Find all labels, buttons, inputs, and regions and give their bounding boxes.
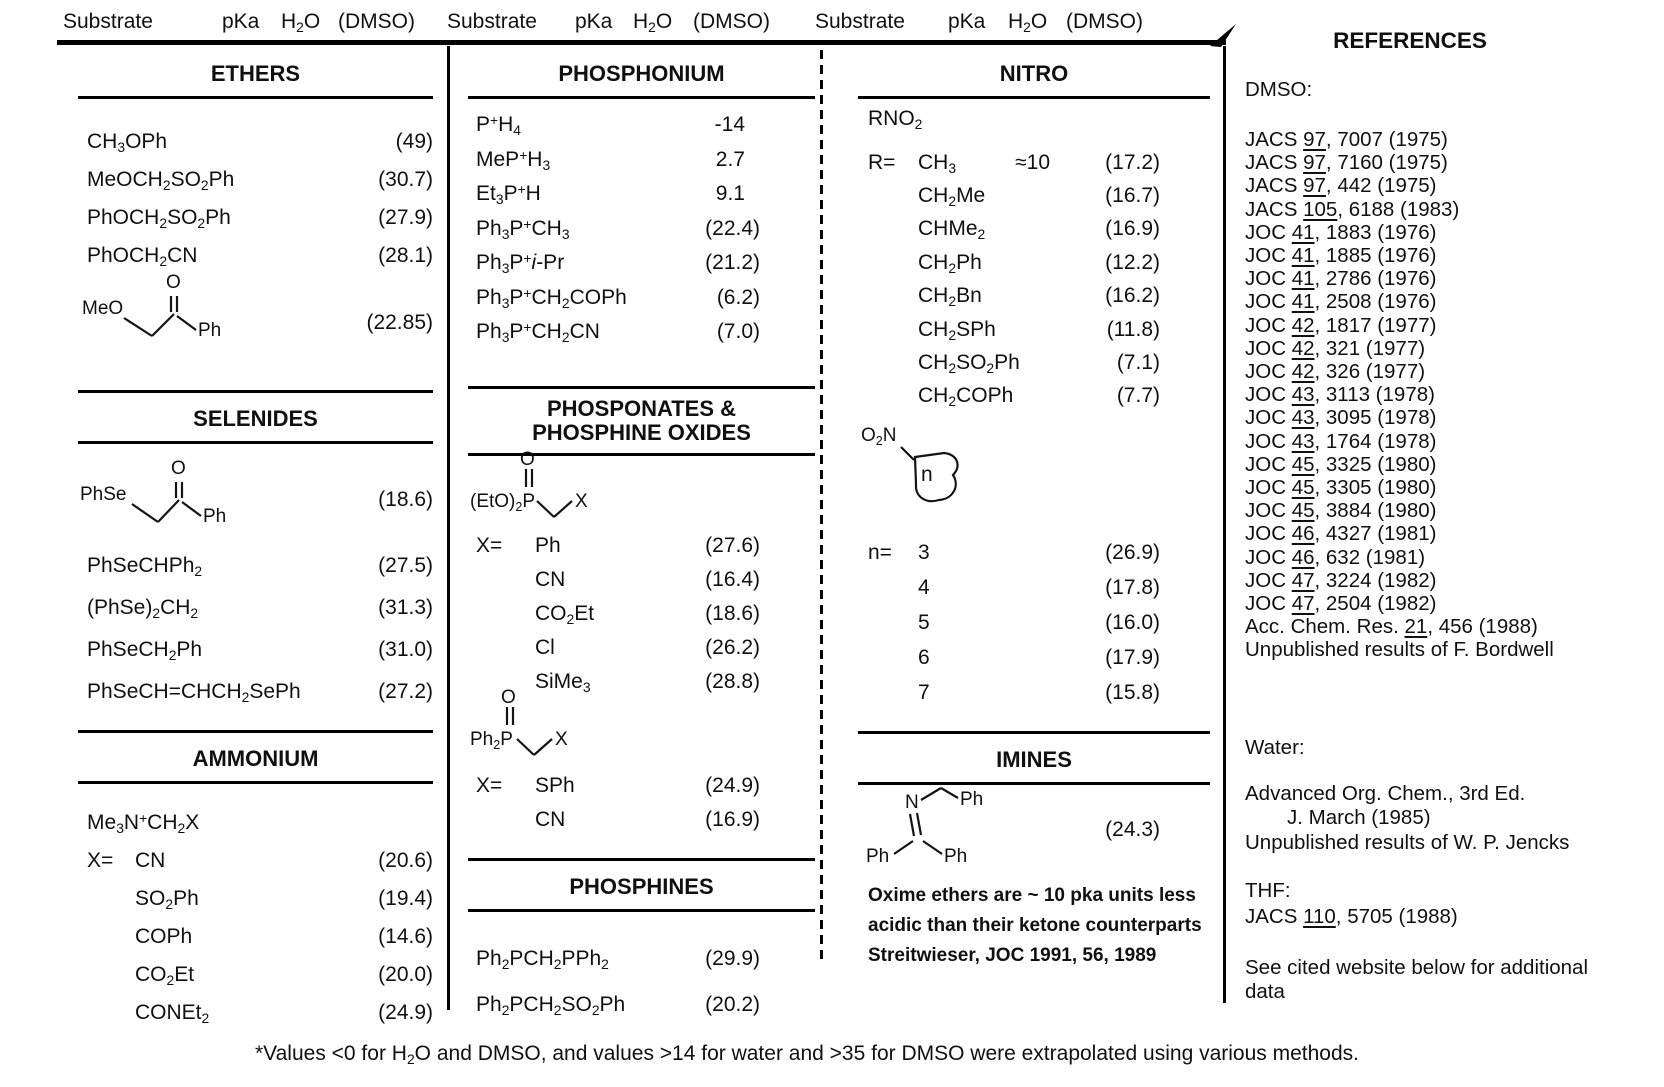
table-row (468, 143, 815, 178)
section-selenides (78, 390, 433, 713)
header-substrate: Substrate (447, 10, 537, 33)
substrate-name: Cl (535, 636, 555, 659)
table-row (468, 563, 815, 597)
atom-label: O (501, 687, 516, 708)
table-row (468, 212, 815, 247)
reference-item: JOC 45, 3305 (1980) (1245, 476, 1437, 500)
structure-nitrocycloalkane (855, 423, 985, 515)
header-h2o: $H_2O$ (633, 10, 673, 35)
reference-item: Advanced Org. Chem., 3rd Ed. (1245, 781, 1526, 805)
substrate-name: $CH_2Ph$ (918, 250, 982, 276)
substrate-name: SPh (535, 774, 575, 797)
substrate-name: $CH_2SO_2Ph$ (918, 351, 1020, 376)
header-dmso: (DMSO) (338, 10, 415, 33)
pka-dmso-value: (26.9) (1105, 540, 1160, 564)
section-title: ETHERS (78, 48, 433, 99)
section-title: SELENIDES (78, 393, 433, 444)
references-dmso-list (1245, 128, 1645, 662)
substrate-name: COPh (135, 925, 193, 948)
atom-label: MeO (82, 298, 124, 319)
pka-dmso-value: (24.9) (705, 774, 760, 797)
section-ammonium (78, 730, 433, 1032)
substrate-name: Ph (535, 534, 561, 557)
reference-item: JACS 97, 442 (1975) (1245, 174, 1437, 198)
reference-item: JOC 41, 2786 (1976) (1245, 267, 1437, 291)
pka-dmso-value: (18.6) (378, 488, 433, 511)
table-row (858, 675, 1210, 710)
substrate-name: 6 (918, 645, 930, 669)
pka-dmso-value: (49) (395, 130, 433, 153)
imines-note (868, 881, 1208, 971)
table-row (78, 629, 433, 671)
pka-dmso-value: (16.9) (1105, 217, 1160, 241)
section-nitro-cyclic-rows (858, 535, 1210, 710)
atom-label: X (575, 491, 588, 512)
atom-label: O (520, 449, 535, 470)
note-line: Streitwieser, JOC 1991, 56, 1989 (868, 945, 1157, 966)
table-row (78, 918, 433, 956)
header-dmso: (DMSO) (1066, 10, 1143, 33)
substrate-name: $Ph_3P^+CH_2CN$ (476, 319, 600, 346)
substrate-name: CHMe$_2$ (918, 217, 986, 243)
reference-item: JOC 47, 2504 (1982) (1245, 592, 1437, 616)
section-nitro (858, 48, 1210, 413)
substrate-name: $CH_2Me$ (918, 184, 986, 209)
section-title: AMMONIUM (78, 733, 433, 784)
pka-dmso-value: (27.2) (378, 680, 433, 703)
references-title: REFERENCES (1333, 28, 1487, 53)
substrate-name: $CH_3OPh$ (87, 130, 168, 155)
substrate-name: PhSeCHPh$_2$ (87, 554, 203, 579)
table-row (858, 313, 1210, 346)
reference-item: J. March (1985) (1287, 806, 1431, 830)
section-imines (858, 731, 1210, 785)
table-row (858, 213, 1210, 246)
reference-item: JACS 110, 5705 (1988) (1245, 905, 1458, 929)
header-pka: pKa (222, 10, 260, 33)
table-row (858, 179, 1210, 212)
header-substrate: Substrate (63, 10, 153, 33)
section-title: NITRO (858, 48, 1210, 99)
section-title-line2: PHOSPHINE OXIDES (532, 420, 751, 445)
pka-dmso-value: (20.6) (378, 849, 433, 872)
section-title: PHOSPHONIUM (468, 48, 815, 99)
reference-item: JOC 41, 1883 (1976) (1245, 220, 1437, 244)
substrate-name: CN (135, 849, 166, 872)
pka-dmso-value: (17.9) (1105, 645, 1160, 669)
pka-dmso-value: (16.0) (1105, 610, 1160, 634)
table-row (468, 769, 815, 803)
reference-item: Unpublished results of F. Bordwell (1245, 638, 1554, 662)
header-arrow-icon (1204, 22, 1238, 48)
substituent-prefix: X= (87, 849, 114, 872)
reference-item: JOC 42, 326 (1977) (1245, 360, 1426, 384)
structure-phenylselenyl-ketone (80, 452, 240, 544)
atom-label: Ph (960, 789, 984, 810)
pka-dmso-value: (28.1) (378, 244, 433, 267)
structure-benzyl-imine (858, 782, 1018, 874)
atom-label: $O_2N$ (861, 425, 897, 448)
atom-label: Ph (203, 506, 227, 527)
header-pka: pKa (575, 10, 613, 33)
pka-dmso-value: (20.2) (705, 993, 760, 1016)
pka-rows (78, 784, 433, 1032)
atom-label: O (171, 458, 186, 479)
structure-phosphonate (470, 449, 610, 533)
reference-item: JOC 43, 1764 (1978) (1245, 429, 1437, 453)
header-substrate: Substrate (815, 10, 905, 33)
pka-dmso-value: (17.8) (1105, 575, 1160, 599)
references-water-label: Water: (1245, 735, 1305, 759)
header-pka: pKa (948, 10, 986, 33)
substrate-name: $CH_2SPh$ (918, 317, 996, 343)
pka-dmso-value: (14.6) (378, 925, 433, 948)
pka-dmso-value: (16.9) (705, 808, 760, 831)
pka-dmso-value: (26.2) (705, 636, 760, 659)
pka-dmso-value: (17.2) (1105, 150, 1160, 174)
atom-label: Ph (944, 846, 968, 867)
table-row (78, 545, 433, 587)
note-line: acidic than their ketone counterparts (868, 915, 1202, 936)
reference-item: JACS 97, 7160 (1975) (1245, 151, 1448, 175)
atom-label: PhSe (80, 484, 127, 505)
table-row (78, 880, 433, 918)
pka-dmso-value: (16.2) (1105, 284, 1160, 308)
pka-h2o-value: -14 (714, 113, 745, 137)
pka-dmso-value: (15.8) (1105, 680, 1160, 704)
reference-item: JOC 45, 3884 (1980) (1245, 499, 1437, 523)
substrate-name: $Ph_2PCH_2SO_2Ph$ (476, 993, 626, 1018)
section-title-line1: PHOSPONATES & (546, 396, 737, 421)
substrate-name: CN (535, 568, 566, 591)
pka-rows (468, 769, 815, 837)
table-row (78, 123, 433, 161)
structure-methoxy-ketone (80, 266, 240, 358)
reference-item: JOC 41, 1885 (1976) (1245, 244, 1437, 268)
substrate-name: PhOCH$_2$CN (87, 244, 198, 269)
table-footnote: *Values <0 for $H_2O$ and DMSO, and values >14 for water and >35 for DMSO were extrapolated using various methods. (255, 1042, 1359, 1067)
table-row (858, 101, 1210, 137)
references-closing-note: See cited website below for additional data (1245, 955, 1589, 1004)
section-title (468, 389, 815, 456)
reference-item: JOC 43, 3095 (1978) (1245, 406, 1437, 430)
table-row (78, 804, 433, 842)
pka-dmso-value: (27.9) (378, 206, 433, 229)
table-row (858, 535, 1210, 570)
section-phosphines (468, 858, 815, 1028)
atom-label: X (555, 729, 568, 750)
pka-dmso-value: (7.1) (1116, 351, 1160, 375)
references-thf-list (1245, 905, 1645, 930)
references-dmso-label: DMSO: (1245, 78, 1313, 101)
table-row (78, 842, 433, 880)
substrate-name: $PhSeCH=CHCH_2SePh$ (87, 680, 301, 705)
pka-dmso-value: (20.0) (378, 963, 433, 986)
substrate-name: $SO_2Ph$ (135, 887, 199, 912)
substrate-name: 4 (918, 575, 930, 599)
pka-rows (468, 99, 815, 350)
substituent-prefix: n= (868, 540, 892, 564)
pka-dmso-value: (30.7) (378, 168, 433, 191)
table-row (858, 640, 1210, 675)
substrate-name: SiMe$_3$ (535, 670, 591, 695)
pka-dmso-value: (27.6) (705, 534, 760, 557)
column-divider-dashed (820, 50, 823, 960)
pka-h2o-value: 9.1 (715, 182, 745, 206)
pka-dmso-value: (16.4) (705, 568, 760, 591)
table-row (78, 956, 433, 994)
table-row (468, 315, 815, 350)
header-h2o: $H_2O$ (1008, 10, 1048, 35)
table-row (78, 199, 433, 237)
header-h2o: $H_2O$ (281, 10, 321, 35)
section-title: IMINES (858, 734, 1210, 785)
substrate-name: $Ph_3P^+i-Pr$ (476, 250, 565, 277)
table-row (78, 161, 433, 199)
pka-dmso-value: (16.7) (1105, 184, 1160, 208)
pka-dmso-value: (29.9) (705, 947, 760, 970)
substrate-name: $P^+H_4$ (476, 112, 521, 139)
atom-label: $Ph_2P$ (470, 729, 513, 752)
table-row (78, 587, 433, 629)
table-row (468, 108, 815, 143)
pka-dmso-value: (27.5) (378, 554, 433, 577)
pka-dmso-value: (31.0) (378, 638, 433, 661)
pka-dmso-value: (22.4) (705, 216, 760, 240)
table-row (858, 280, 1210, 313)
pka-rows (468, 529, 815, 699)
substrate-name: CN (535, 808, 566, 831)
table-row (858, 246, 1210, 279)
substrate-name: $CH_2COPh$ (918, 384, 1014, 410)
substrate-name: $MeOCH_2SO_2Ph$ (87, 168, 235, 193)
table-row (858, 380, 1210, 413)
reference-item: JOC 43, 3113 (1978) (1245, 383, 1435, 407)
atom-label: N (905, 792, 919, 813)
table-row (468, 936, 815, 982)
reference-item: JOC 42, 1817 (1977) (1245, 313, 1437, 337)
substrate-name: $Et_3P^+H$ (476, 181, 541, 208)
table-row (78, 994, 433, 1032)
table-row (858, 570, 1210, 605)
substrate-name: $CO_2Et$ (535, 602, 595, 627)
pka-dmso-value: (7.7) (1116, 384, 1160, 408)
table-row (468, 982, 815, 1028)
substrate-name: $Ph_3P^+CH_3$ (476, 215, 570, 242)
reference-item: JOC 47, 3224 (1982) (1245, 568, 1437, 592)
reference-item: JOC 41, 2508 (1976) (1245, 290, 1437, 314)
substrate-name: $CH_2Bn$ (918, 284, 982, 310)
pka-dmso-value: (7.0) (716, 320, 760, 344)
pka-dmso-value: (12.2) (1105, 250, 1160, 274)
substrate-name: $Ph_3P^+CH_2COPh$ (476, 284, 627, 311)
reference-item: JOC 42, 321 (1977) (1245, 336, 1426, 360)
substituent-prefix: X= (476, 774, 503, 797)
pka-dmso-value: (28.8) (705, 670, 760, 693)
section-title: PHOSPHINES (468, 861, 815, 912)
substrate-name: $Me_3N^+CH_2X$ (87, 809, 200, 836)
substrate-name: 7 (918, 680, 930, 704)
reference-item: Unpublished results of W. P. Jencks (1245, 830, 1570, 854)
pka-dmso-value: (24.9) (378, 1001, 433, 1024)
substrate-name: CONEt$_2$ (135, 1001, 210, 1026)
pka-rows (858, 535, 1210, 710)
table-row (468, 631, 815, 665)
section-phosphonium (468, 48, 815, 350)
atom-label: Ph (198, 320, 222, 341)
header-rule (57, 40, 1226, 45)
substrate-name: $MeP^+H_3$ (476, 146, 551, 173)
atom-label: Ph (866, 846, 890, 867)
table-row (468, 177, 815, 212)
pka-rows (858, 99, 1210, 137)
substrate-name: $CH_3$ (918, 150, 957, 176)
table-row (858, 346, 1210, 379)
substrate-name: $(PhSe)_2CH_2$ (87, 596, 199, 621)
table-row (468, 281, 815, 316)
table-right-border (1223, 46, 1226, 1003)
table-row (468, 246, 815, 281)
reference-item: JACS 105, 6188 (1983) (1245, 197, 1460, 221)
substrate-name: $Ph_2PCH_2PPh_2$ (476, 947, 609, 972)
pka-dmso-value: (21.2) (705, 251, 760, 275)
substrate-name: $CO_2Et$ (135, 963, 195, 988)
header-dmso: (DMSO) (693, 10, 770, 33)
pka-dmso-value: (19.4) (378, 887, 433, 910)
substrate-name: 3 (918, 540, 930, 564)
pka-dmso-value: (11.8) (1106, 317, 1160, 341)
note-line: Oxime ethers are ~ 10 pka units less (868, 885, 1196, 906)
pka-dmso-value: (31.3) (378, 596, 433, 619)
references-thf-label: THF: (1245, 879, 1291, 903)
pka-dmso-value: (18.6) (705, 602, 760, 625)
pka-rows (468, 912, 815, 1028)
atom-label: $(EtO)_2P$ (470, 491, 536, 514)
pka-rows (858, 146, 1210, 413)
table-row (468, 529, 815, 563)
substituent-prefix: R= (868, 150, 896, 174)
reference-item: JACS 97, 7007 (1975) (1245, 128, 1448, 151)
table-row (858, 146, 1210, 179)
reference-item: Acc. Chem. Res. 21, 456 (1988) (1245, 615, 1538, 639)
pka-h2o-value: ≈10 (1015, 150, 1050, 174)
substrate-name: $RNO_2$ (868, 107, 923, 132)
atom-label: O (166, 272, 181, 293)
substituent-prefix: X= (476, 534, 503, 557)
pka-dmso-value: (6.2) (716, 285, 760, 309)
pka-h2o-value: 2.7 (715, 147, 745, 171)
references-water-list (1245, 782, 1645, 856)
reference-item: JOC 46, 4327 (1981) (1245, 522, 1437, 546)
substrate-name: $PhOCH_2SO_2Ph$ (87, 206, 231, 231)
reference-item: JOC 46, 632 (1981) (1245, 545, 1426, 569)
table-row (858, 605, 1210, 640)
structure-phosphine-oxide (470, 687, 610, 771)
ring-size-label: n (921, 463, 933, 486)
table-row (78, 671, 433, 713)
references-column (1245, 28, 1645, 1005)
pka-dmso-value: (22.85) (366, 310, 433, 334)
table-row (468, 803, 815, 837)
reference-item: JOC 45, 3325 (1980) (1245, 452, 1437, 476)
substrate-name: 5 (918, 610, 930, 634)
pka-dmso-value: (24.3) (1105, 818, 1160, 841)
table-row (468, 597, 815, 631)
column-divider-solid (447, 46, 450, 1010)
substrate-name: PhSeCH$_2$Ph (87, 638, 203, 663)
